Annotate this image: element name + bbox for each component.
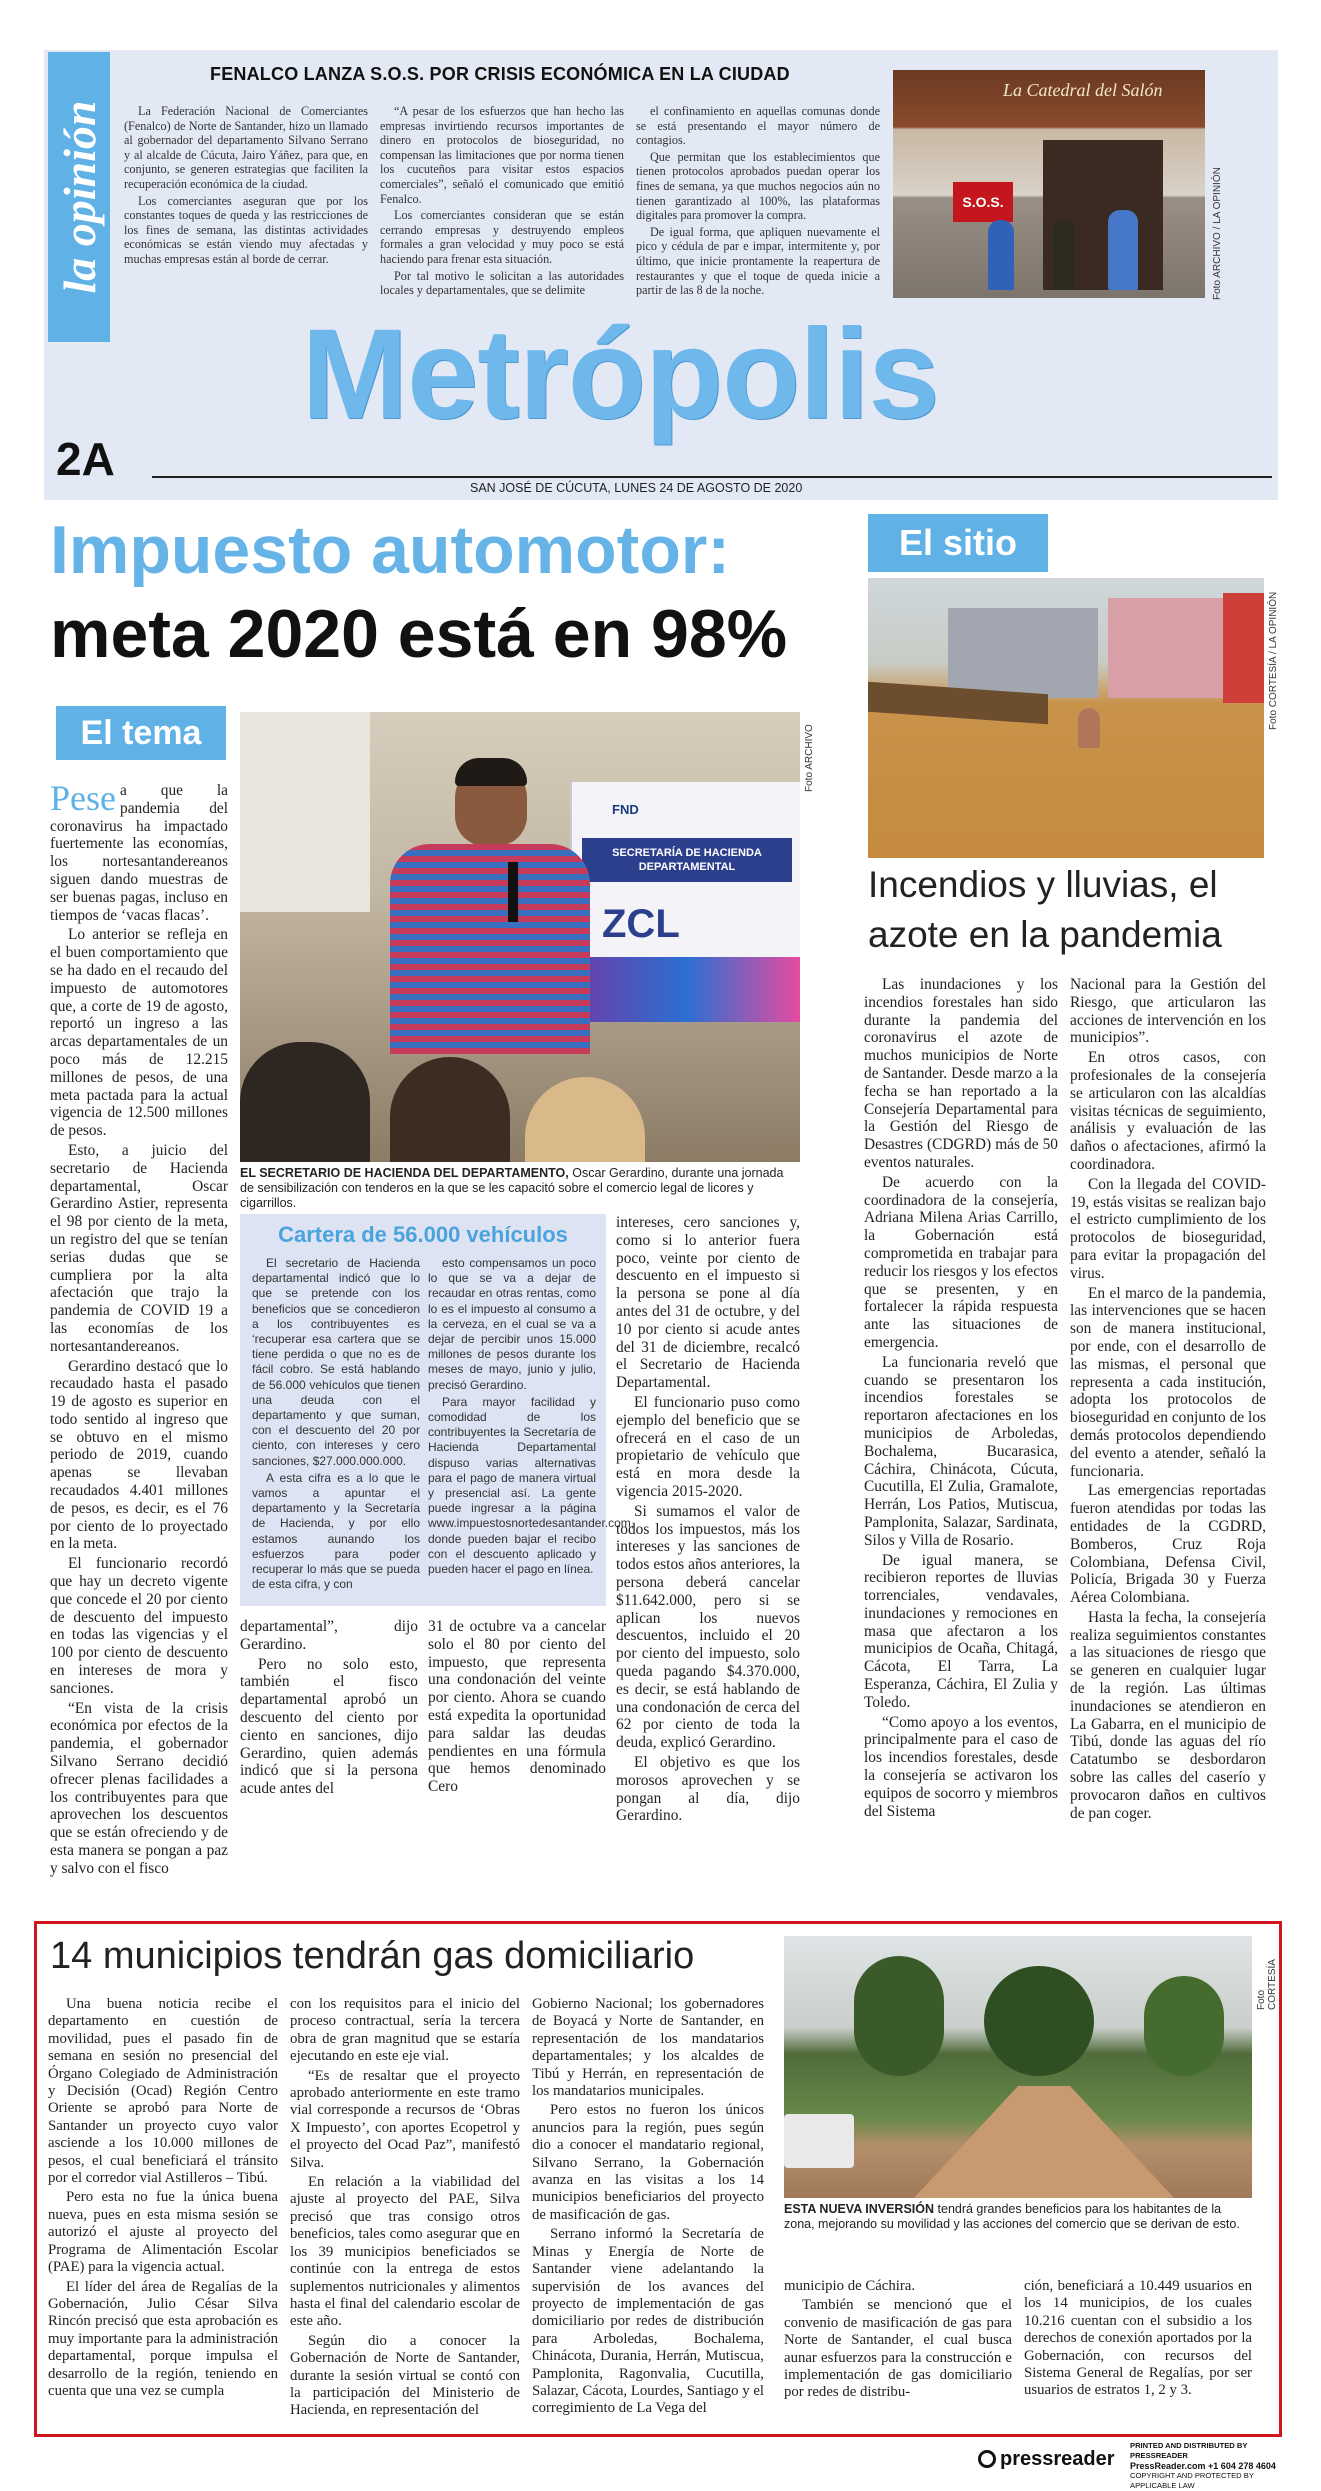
house-pink — [1108, 598, 1228, 698]
tree — [984, 1966, 1094, 2076]
sidebar-col2: esto compensamos un poco lo que se va a dejar de recaudar en otras rentas, como lo es el impuesto al consumo a la cerveza, en el cual se va a dejar de percibir unos 15.000 millones de pesos durante los meses de mayo, junio y julio, precisó Gerardino. Para mayor facilidad y comodidad de los contribuyentes la Secretaría de Hacienda Departamental dispuso varias alternativas para el pago de manera virtual y presencial así. La gente puede ingresar a la página www.impuestosnortedesantander.com, donde pueden bajar el recibo con el descuento aplicado y pueden hacer el pago en línea. — [428, 1256, 635, 1577]
top-story-title: FENALCO LANZA S.O.S. POR CRISIS ECONÓMICA EN LA CIUDAD — [210, 64, 790, 84]
dateline-rule — [152, 476, 1272, 478]
footer-legal: PRINTED AND DISTRIBUTED BY PRESSREADER PressReader.com +1 604 278 4604 COPYRIGHT AND PROTECTED BY APPLICABLE LAW — [1130, 2441, 1276, 2490]
bottom-headline: 14 municipios tendrán gas domiciliario — [50, 1935, 695, 1977]
person-figure — [1108, 210, 1138, 290]
banner-logo: ZCL — [602, 902, 680, 946]
shop-sign: La Catedral del Salón — [1003, 80, 1163, 100]
sos-sign: S.O.S. — [953, 182, 1013, 222]
banner-title: SECRETARÍA DE HACIENDA DEPARTAMENTAL — [582, 838, 792, 882]
wading-person — [1078, 708, 1100, 748]
speaker-shirt — [390, 844, 590, 1054]
pressreader-logo[interactable] — [978, 2444, 1115, 2474]
main-photo-caption: EL SECRETARIO DE HACIENDA DEL DEPARTAMENTO, Oscar Gerardino, durante una jornada de sensibilización con tenderos en la que se les capacitó sobre el comercio legal de licores y cigarrillos. — [240, 1166, 784, 1210]
bottom-photo — [784, 1936, 1252, 2198]
house-red — [1223, 593, 1264, 703]
bottom-photo-caption: ESTA NUEVA INVERSIÓN tendrá grandes beneficios para los habitantes de la zona, mejorando su movilidad y las acciones del comercio que se derivan de esto. — [784, 2202, 1240, 2231]
audience-head — [525, 1077, 645, 1162]
banner — [570, 782, 800, 1022]
dirt-road — [914, 2086, 1174, 2198]
bottom-col2: con los requisitos para el inicio del proceso contractual, sería la tercera obra de gran magnitud que se estaría ejecutando en este eje vial. “Es de resaltar que el proyecto aprobado anteriormente en este tramo vial corresponde a recursos de ‘Obras X Impuesto’, con aportes Ecopetrol y el proyecto del Ocad Paz”, manifestó Silva. En relación a la viabilidad del ajuste al proyecto del PAE, Silva precisó que tras consigo otros beneficios, tales como asegurar que en los 39 municipios beneficiados se continúe con la entrega de estos suplementos nutricionales y alimentos hasta el final del calendario escolar de este año. Según dio a conocer la Gobernación de Norte de Santander, durante la sesión virtual se contó con la participación del Ministerio de Hacienda, en representación del — [290, 1996, 520, 2419]
top-story-col3: el confinamiento en aquellas comunas donde se está presentando el mayor número de contagios. Que permitan que los establecimientos que tienen protocolos aprobados puedan operar los fines de semana, ya que muchos negocios aún no tienen garantizado al 100%, las plataformas digitales para promover la compra. De igual forma, que apliquen nuevamente el pico y cédula de par e impar, intermitente y, por último, que inicie prontamente la reapertura de restaurantes y que el toque de queda inicie a partir de las 8 de la noche. — [636, 104, 880, 298]
main-col-d: intereses, cero sanciones y, como si lo anterior fuera poco, veinte por ciento de descuento en el impuesto si la persona se pone al día antes del 31 de octubre, y del 10 por ciento si acude antes del 31 de diciembre, recalcó el Secretario de Hacienda Departamental. El funcionario puso como ejemplo del beneficio que se ofrecerá en el caso de un propietario de vehículo que está en mora desde la vigencia 2015-2020. Si sumamos el valor de todos los impuestos, más los intereses y las sanciones de todos estos años anteriores, la persona deberá cancelar $11.642.000, pero si se aplican los nuevos descuentos, incluido el 20 por ciento del impuesto, solo queda pagando $4.370.000, es decir, se está hablando de una condonación de cerca del 62 por ciento de toda la deuda, explicó Gerardino. El objetivo es que los morosos aprovechen y se pongan al día, dijo Gerardino. — [616, 1214, 800, 1825]
masthead: Metrópolis — [301, 303, 939, 446]
side-col2: Nacional para la Gestión del Riesgo, que articularon las acciones de intervención en los municipios”. En otros casos, con profesionales de la consejería se articularon con las alcaldías visitas técnicas de seguimiento, análisis y evaluación de las daños o afectaciones, afirmó la coordinadora. Con la llegada del COVID-19, estás visitas se realizan bajo el estricto cumplimiento de los protocolos de bioseguridad, para evitar la propagación del virus. En el marco de la pandemia, las intervenciones que se hacen son de manera institucional, por ende, con el desarrollo de las mismas, el personal que representa a cada institución, adopta los protocolos de bioseguridad en conjunto de los demás protocolos dependiendo del evento a atender, señaló la funcionaria. Las emergencias reportadas fueron atendidas por todas las entidades de la CGDRD, Bomberos, Cruz Roja Colombiana, Defensa Civil, Policía, Brigada 30 y Fuerza Aérea Colombiana. Hasta la fecha, la consejería realiza seguimientos constantes a las situaciones de riesgo que se generen en cualquier lugar de la región. Las últimas inundaciones se atendieron en La Gabarra, en el municipio de Tibú, donde las aguas del río Catatumbo se desbordaron sobre las calles del caserío y provocaron daños en cultivos de pan coger. — [1070, 976, 1266, 1822]
main-headline-line2: meta 2020 está en 98% — [50, 596, 788, 672]
main-headline-line1: Impuesto automotor: — [50, 512, 730, 588]
main-lead-column: Pese a que la pandemia del coronavirus ha impactado fuertemente las economías, los nortesantandereanos siguen dando muestras de ser buenas pagas, incluso en tiempos de ‘vacas flacas’. Lo anterior se refleja en el buen comportamiento que se ha dado en el recaudo del impuesto de automotores que, a corte de 19 de agosto, reportó un ingreso a las arcas departamentales de un poco más de 12.215 millones de pesos, de una meta pactada para la actual vigencia de 12.500 millones de pesos. Esto, a juicio del secretario de Hacienda departamental, Oscar Gerardino Astier, representa el 98 por ciento de la meta, un registro del que se tenían serias dudas que se cumpliera por la alta afectación que trajo la pandemia de COVID 19 a las economías de los nortesantandereanos. Gerardino destacó que lo recaudado hasta el pasado 19 de agosto es superior en todo sentido al ingreso que se obtuvo en el mismo periodo de 2019, cuando apenas se llevaban recaudados 4.401 millones de pesos, es decir, es el 76 por ciento de lo proyectado en la meta. El funcionario recordó que hay un decreto vigente que concede el 20 por ciento de descuento del impuesto en todas las vigencias y el 100 por ciento de descuento en intereses de mora y sanciones. “En vista de la crisis económica por efectos de la pandemia, el gobernador Silvano Serrano decidió ofrecer plenas facilidades a los contribuyentes para que aprovechen los descuentos que se están ofreciendo y de esta manera se pongan a paz y salvo con el fisco — [50, 778, 228, 1877]
pressreader-icon — [978, 2450, 996, 2468]
sidebar-col1: El secretario de Hacienda departamental indicó que lo que se pretende con los beneficios que se concedieron a los contribuyentes es ‘recuperar esa cartera que se tiene perdida o que no es de fácil cobro. Se está hablando de 56.000 vehículos que tienen una deuda con el departamento y que suman, con el descuento del 20 por ciento, con intereses y cero sanciones, $27.000.000.000. A esta cifra es a lo que le vamos a apuntar el departamento y la Secretaría de Hacienda, y por ello estamos aunando los esfuerzos para poder recuperar lo más que se pueda de esta cifra, y con — [252, 1256, 420, 1592]
tree — [1144, 1976, 1224, 2076]
side-photo — [868, 578, 1264, 858]
top-story-col2: “A pesar de los esfuerzos que han hecho las empresas invirtiendo recursos importantes de dinero en protocolos de bioseguridad, no compensan las limitaciones que por norma tienen los cucuteños para visitar estos espacios comerciales”, señaló el comunicado que emitió Fenalco. Los comerciantes consideran que se están cerrando empresas y destruyendo empleos formales a gran velocidad y muy poco se está haciendo para frenar esta situación. Por tal motivo le solicitan a las autoridades locales y departamentales, que se delimite — [380, 104, 624, 298]
banner-fnd: FND — [612, 802, 639, 817]
bottom-col4: municipio de Cáchira. También se mencionó que el convenio de masificación de gas para Norte de Santander, el cual busca aunar esfuerzos para la construcción e implementación de gas domiciliario por redes de distribu- — [784, 2278, 1012, 2401]
pressreader-brand: pressreader — [1000, 2447, 1115, 2470]
side-col1: Las inundaciones y los incendios forestales han sido durante la pandemia del coronavirus el azote de muchos municipios de Norte de Santander. Desde marzo a la fecha se han reportado a la Consejería Departamental para la Gestión del Riesgo de Desastres (CDGRD) más de 50 eventos naturales. De acuerdo con la coordinadora de la consejería, Adriana Milena Arias Carrillo, la Gobernación está comprometida en trabajar para reducir los riesgos y los efectos que se presenten, y en fortalecer la rápida respuesta ante las situaciones de emergencia. La funcionaria reveló que cuando se presentaron los incendios forestales se reportaron afectaciones en los municipios de Arboledas, Bochalema, Bucarasica, Cáchira, Chinácota, Cúcuta, Cucutilla, El Zulia, Gramalote, Herrán, Los Patios, Mutiscua, Pamplonita, Salazar, Sardinata, Silos y Villa de Rosario. De igual manera, se recibieron reportes de lluvias torrenciales, vendavales, inundaciones y remociones en masa que afectaron a los municipios de Ocaña, Chitagá, Cácota, El Tarra, La Esperanza, Cáchira, El Zulia y Toledo. “Como apoyo a los eventos, principalmente para el caso de los incendios forestales, desde la consejería se activaron los equipos de socorro y miembros del Sistema — [864, 976, 1058, 1820]
side-headline: Incendios y lluvias, el azote en la pandemia — [868, 864, 1222, 955]
top-photo-credit: Foto ARCHIVO / LA OPINIÓN — [1212, 167, 1223, 300]
side-photo-credit: Foto CORTESÍA / LA OPINIÓN — [1268, 591, 1279, 730]
bottom-col5: ción, beneficiará a 10.449 usuarios en los 14 municipios, de los cuales 10.216 cuentan con el subsidio a los derechos de conexión aportados por la Gobernación, con recursos del Sistema General de Regalías, por ser usuarios de estratos 1, 2 y 3. — [1024, 2278, 1252, 2399]
main-label-el-tema: El tema — [56, 706, 226, 760]
top-story-photo — [893, 70, 1205, 298]
top-story-col1: La Federación Nacional de Comerciantes (Fenalco) de Norte de Santander, hizo un llamado al gobernador del departamento Silvano Serrano y al alcalde de Cúcuta, Jairo Yáñez, para que, en conjunto, se generen estrategias que faciliten la recuperación económica de la ciudad. Los comerciantes aseguran que por los constantes toques de queda y las restricciones de los fines de semana, las distintas actividades económicas se están viendo muy afectadas y muchas empresas están al borde de cerrar. — [124, 104, 368, 266]
main-photo-credit: Foto ARCHIVO — [804, 724, 815, 792]
house-blue — [948, 608, 1098, 698]
audience-head — [240, 1042, 370, 1162]
banner-graphic — [572, 957, 800, 1022]
main-photo — [240, 712, 800, 1162]
sidebar-title: Cartera de 56.000 vehículos — [278, 1222, 568, 1247]
microphone — [508, 862, 518, 922]
audience-head — [390, 1057, 510, 1162]
bottom-photo-credit: Foto CORTESÍA — [1256, 1959, 1278, 2010]
side-label-el-sitio: El sitio — [868, 514, 1048, 572]
bottom-col3: Gobierno Nacional; los gobernadores de Boyacá y Norte de Santander, en representación de los mandatarios departamentales; y los alcaldes de Tibú y Herrán, en representación de los mandatarios municipales. Pero estos no fueron los únicos anuncios para la región, pues según dio a conocer el mandatario regional, Silvano Serrano, la Gobernación avanza en las visitas a los 14 municipios beneficiarios del proyecto de masificación de gas. Serrano informó la Secretaría de Minas y Energía de Norte de Santander viene adelantando la supervisión de los avances del proyecto de implementación de gas domiciliario por redes de distribución para Arboledas, Bochalema, Chinácota, Durania, Herrán, Mutiscua, Pamplonita, Ragonvalia, Cucutilla, Salazar, Cácota, Lourdes, Santiago y el corregimiento de La Vega del — [532, 1996, 764, 2417]
section-tab-label: la opinión — [54, 100, 105, 294]
dateline: SAN JOSÉ DE CÚCUTA, LUNES 24 DE AGOSTO DE 2020 — [470, 481, 803, 495]
person-figure — [988, 220, 1014, 290]
section-tab — [48, 52, 110, 342]
speaker-hair — [455, 758, 527, 786]
tree — [854, 1956, 944, 2076]
bottom-col1: Una buena noticia recibe el departamento en cuestión de movilidad, pues el pasado fin de semana en sesión no presencial del Órgano Colegiado de Administración y Decisión (Ocad) Región Centro Oriente se aprobó para Norte de Santander un proyecto cuyo valor asciende a los 10.000 millones de pesos, el cual beneficiará el tránsito por el corredor vial Astilleros – Tibú. Pero esta no fue la única buena nueva, pues en esta misma sesión se autorizó el ajuste al proyecto del Programa de Alimentación Escolar (PAE) para la vigencia actual. El líder del área de Regalías de la Gobernación, Julio César Silva Rincón precisó que esta aprobación es muy importante para la administración departamental, porque impulsa el desarrollo de la región, teniendo en cuenta que una vez se cumpla — [48, 1996, 278, 2399]
person-figure — [1053, 220, 1075, 290]
page-number: 2A — [56, 433, 115, 485]
main-col-b: departamental”, dijo Gerardino. Pero no solo esto, también el fisco departamental aprobó un descuento del ciento por ciento en sanciones, dijo Gerardino, quien además indicó que si la persona acude antes del — [240, 1618, 418, 1798]
window-light — [240, 712, 370, 912]
main-col-c: 31 de octubre va a cancelar solo el 80 por ciento del impuesto, que representa una condonación del veinte por ciento. Ahora se cuando está expedita la oportunidad para saldar las deudas pendientes en una fórmula que hemos denominado Cero — [428, 1618, 606, 1796]
truck — [784, 2114, 854, 2168]
dropcap: Pese — [50, 778, 116, 818]
